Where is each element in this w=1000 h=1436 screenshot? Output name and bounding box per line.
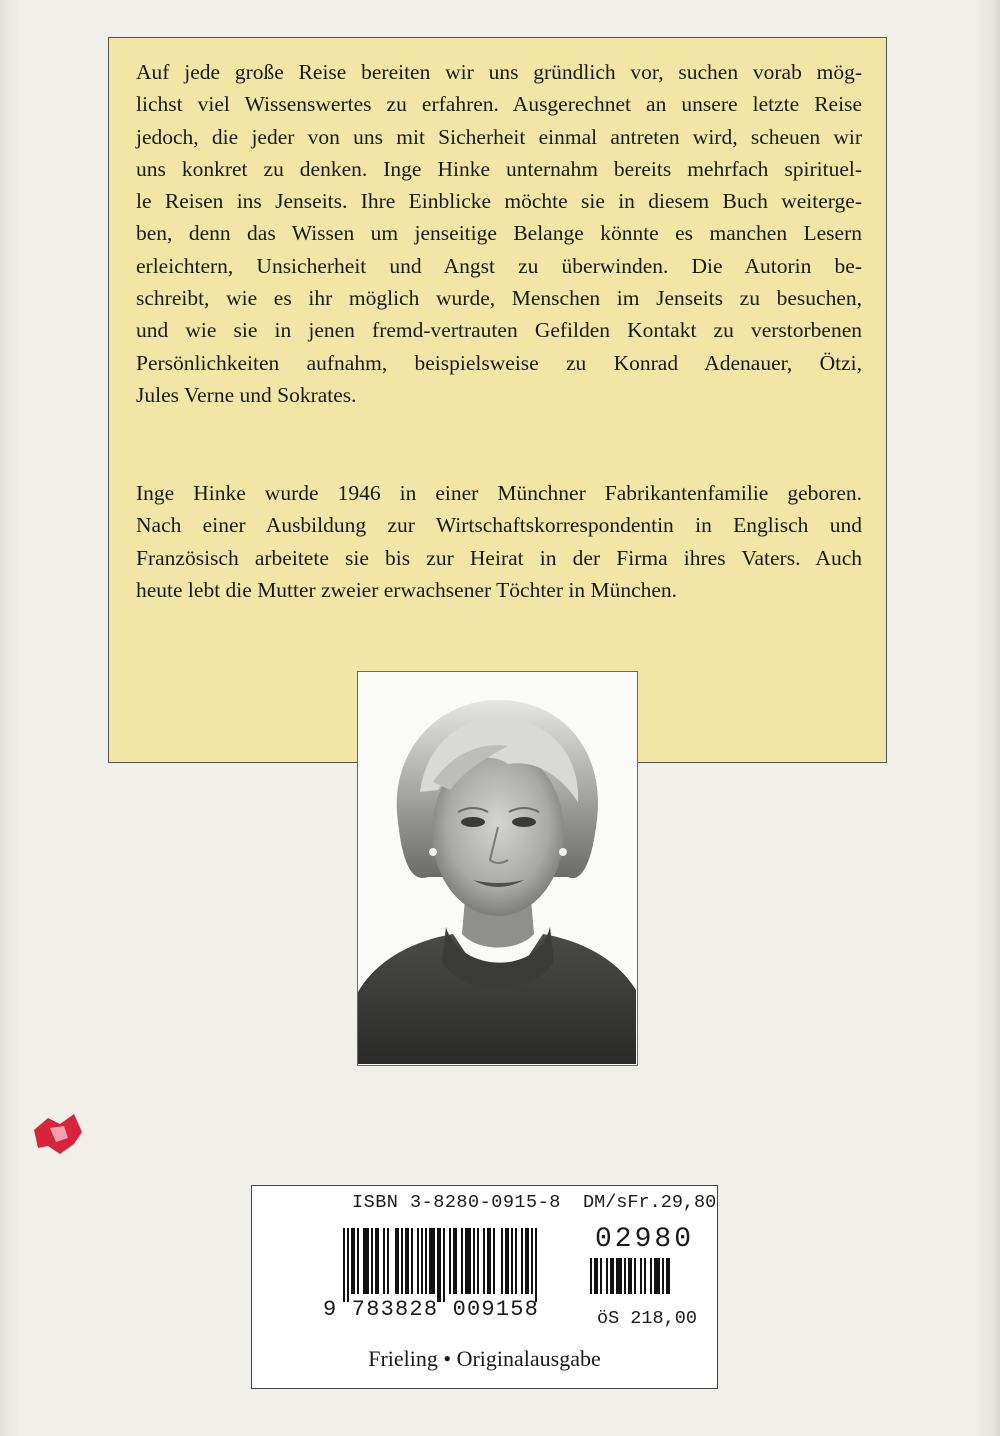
blurb-line: und wie sie in jenen fremd-vertrauten Gefilden Kontakt zu verstorbenen (136, 318, 862, 343)
bio-line: Inge Hinke wurde 1946 in einer Münchner Fabrikantenfamilie geboren. (136, 481, 862, 505)
blurb-line: Persönlichkeiten aufnahm, beispielsweise zu Konrad Adenauer, Ötzi, (136, 350, 862, 375)
edition-label: Originalausgabe (456, 1346, 601, 1371)
barcode-bar (525, 1228, 529, 1294)
barcode-bar (493, 1228, 495, 1294)
barcode-bar (449, 1228, 451, 1294)
blurb-line: le Reisen ins Jenseits. Ihre Einblicke möchte sie in diesem Buch weiterge- (136, 189, 862, 214)
price-addon-barcode (590, 1258, 694, 1302)
barcode-bar (443, 1228, 445, 1302)
barcode-bar (640, 1258, 642, 1294)
ean-barcode (343, 1228, 573, 1302)
barcode-bar (590, 1258, 592, 1294)
barcode-bar (429, 1228, 435, 1294)
barcode-bar (505, 1228, 509, 1294)
publisher-line (251, 1346, 718, 1372)
ean-digits: 9 783828 009158 (323, 1297, 540, 1322)
barcode-bar (501, 1228, 503, 1294)
blurb-line: schreibt, wie es ihr möglich wurde, Menschen im Jenseits zu besuchen, (136, 286, 862, 311)
barcode-bar (600, 1258, 602, 1294)
barcode-bar (421, 1228, 423, 1294)
barcode-bar (594, 1258, 598, 1294)
price-dm: DM/sFr.29,80 (583, 1192, 717, 1213)
barcode-bar (371, 1228, 373, 1294)
barcode-bar (535, 1228, 537, 1302)
cover-edge-left (0, 0, 18, 1436)
blurb-line: erleichtern, Unsicherheit und Angst zu überwinden. Die Autorin be- (136, 253, 862, 278)
barcode-bar (624, 1258, 626, 1294)
barcode-bar (487, 1228, 491, 1294)
barcode-bar (606, 1258, 608, 1294)
bio-line: Nach einer Ausbildung zur Wirtschaftskorrespondentin in Englisch und (136, 513, 862, 538)
barcode-bar (425, 1228, 427, 1294)
barcode-bar (363, 1228, 369, 1294)
barcode-bar (662, 1258, 664, 1294)
barcode-bar (610, 1258, 614, 1294)
barcode-bar (411, 1228, 413, 1294)
bio-line: Französisch arbeitete sie bis zur Heirat in der Firma ihres Vaters. Auch (136, 545, 862, 570)
blurb-line: Auf jede große Reise bereiten wir uns gründlich vor, suchen vorab mög- (136, 60, 862, 84)
barcode-bar (383, 1228, 385, 1294)
barcode-bar (405, 1228, 409, 1294)
publisher-name: Frieling (368, 1346, 438, 1371)
barcode-bar (417, 1228, 419, 1294)
barcode-bar (515, 1228, 517, 1294)
author-photo (357, 671, 638, 1066)
barcode-bar (473, 1228, 475, 1294)
barcode-bar (357, 1228, 359, 1294)
barcode-bar (437, 1228, 441, 1302)
barcode-bar (351, 1228, 355, 1294)
barcode-bar (644, 1258, 646, 1294)
barcode-bar (654, 1258, 660, 1294)
barcode-bar (453, 1228, 457, 1294)
barcode-bar (521, 1228, 523, 1294)
price-os: öS 218,00 (597, 1308, 697, 1329)
blurb-line: uns konkret zu denken. Inge Hinke unternahm bereits mehrfach spirituel- (136, 156, 862, 181)
stain-mark (30, 1110, 86, 1158)
barcode-bar (483, 1228, 485, 1294)
blurb-line: ben, denn das Wissen um jenseitige Belange könnte es manchen Lesern (136, 221, 862, 246)
barcode-bar (347, 1228, 349, 1302)
blurb-line: lichst viel Wissenswertes zu erfahren. Ausgerechnet an unsere letzte Reise (136, 92, 862, 117)
barcode-bar (375, 1228, 379, 1294)
barcode-bar (616, 1258, 622, 1294)
blurb-line: Jules Verne und Sokrates. (136, 382, 357, 407)
barcode-bar (666, 1258, 670, 1294)
isbn-number: ISBN 3-8280-0915-8 (352, 1192, 561, 1213)
barcode-bar (387, 1228, 389, 1294)
barcode-bar (477, 1228, 479, 1294)
barcode-bar (465, 1228, 471, 1294)
barcode-bar (401, 1228, 403, 1294)
bio-line: heute lebt die Mutter zweier erwachsener Töchter in München. (136, 577, 678, 602)
blurb-text (136, 56, 862, 411)
barcode-bar (395, 1228, 399, 1294)
barcode-bar (531, 1228, 533, 1294)
price-code: 02980 (595, 1224, 695, 1255)
barcode-bar (634, 1258, 636, 1294)
barcode-bar (511, 1228, 513, 1294)
barcode-bar (343, 1228, 345, 1302)
separator-dot: • (443, 1346, 452, 1371)
blurb-line: jedoch, die jeder von uns mit Sicherheit einmal antreten wird, scheuen wir (136, 124, 862, 149)
barcode-bar (650, 1258, 652, 1294)
barcode-bar (628, 1258, 632, 1294)
barcode-bar (461, 1228, 463, 1294)
author-bio (136, 477, 862, 606)
cover-edge-right (978, 0, 1000, 1436)
